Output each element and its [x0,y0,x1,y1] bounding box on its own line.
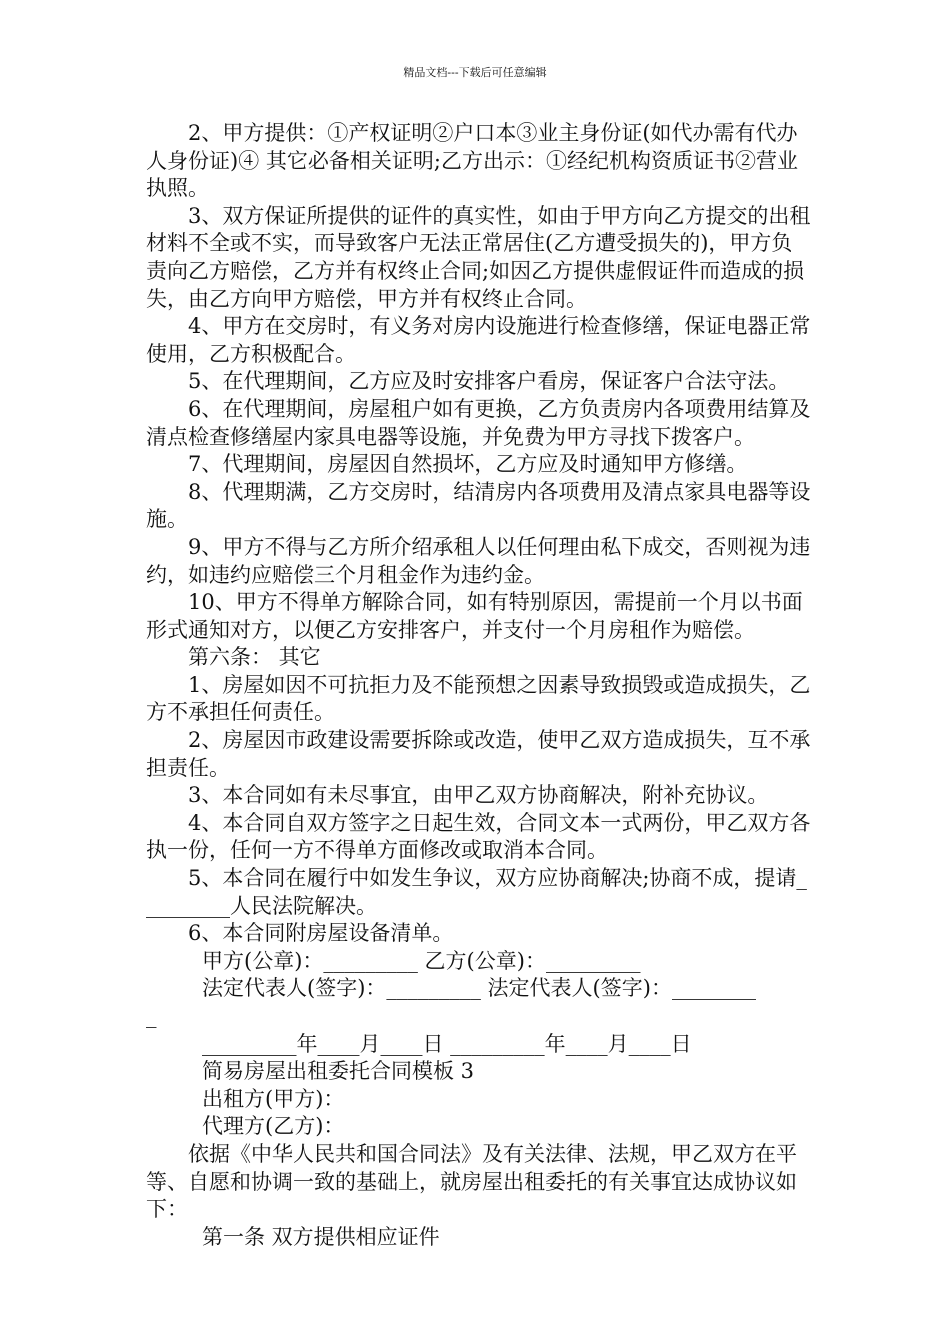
document-body [146,120,812,1251]
next-contract-title: 简易房屋出租委托合同模板 3 [202,1059,475,1084]
article-6-clause-2: 2、房屋因市政建设需要拆除或改造，使甲乙双方造成损失，互不承担责任。 [146,728,811,780]
article-1-heading: 第一条 双方提供相应证件 [202,1224,440,1249]
clause-9: 9、甲方不得与乙方所介绍承租人以任何理由私下成交，否则视为违约，如违约应赔偿三个月租金作为违约金。 [146,534,811,587]
signature-overflow: _ [146,1004,157,1028]
article-6-clause-3: 3、本合同如有未尽事宜，由甲乙双方协商解决，附补充协议。 [188,783,769,808]
clause-7: 7、代理期间，房屋因自然损坏，乙方应及时通知甲方修缮。 [188,452,748,477]
clause-4: 4、甲方在交房时，有义务对房内设施进行检查修缮，保证电器正常使用，乙方积极配合。 [146,314,811,366]
article-6-clause-6: 6、本合同附房屋设备清单。 [188,921,454,946]
page-header: 精品文档---下载后可任意编辑 [403,66,547,79]
clause-3: 3、双方保证所提供的证件的真实性，如由于甲方向乙方提交的出租材料不全或不实，而导致客户无法正常居住(乙方遭受损失的)，甲方负责向乙方赔偿，乙方并有权终止合同;如因乙方提供虚假证件而造成的损失，由乙方向甲方赔偿，甲方并有权终止合同。 [146,203,811,311]
signature-representative-line: 法定代表人(签字)：_________ 法定代表人(签字)：________ [202,976,756,1001]
article-6-clause-4: 4、本合同自双方签字之日起生效，合同文本一式两份，甲乙双方各执一份，任何一方不得单方面修改或取消本合同。 [146,810,811,863]
clause-2: 2、甲方提供：①产权证明②户口本③业主身份证(如代办需有代办人身份证)④ 其它必备相关证明;乙方出示：①经纪机构资质证书②营业执照。 [146,121,798,201]
clause-10: 10、甲方不得单方解除合同，如有特别原因，需提前一个月以书面形式通知对方，以便乙方安排客户，并支付一个月房租作为赔偿。 [146,590,803,642]
lessor-label: 出租方(甲方)： [202,1086,345,1111]
clause-6: 6、在代理期间，房屋租户如有更换，乙方负责房内各项费用结算及清点检查修缮屋内家具电器等设施，并免费为甲方寻找下拨客户。 [146,396,811,449]
article-6-heading: 第六条： 其它 [188,645,321,670]
clause-5: 5、在代理期间，乙方应及时安排客户看房，保证客户合法守法。 [188,369,790,394]
signature-date-line: _________年____月____日 _________年____月____日 [202,1031,692,1056]
contract-preamble: 依据《中华人民共和国合同法》及有关法律、法规，甲乙双方在平等、自愿和协调一致的基础上，就房屋出租委托的有关事宜达成协议如下： [146,1141,797,1222]
signature-seal-line: 甲方(公章)：_________ 乙方(公章)：_________ [202,948,641,973]
clause-8: 8、代理期满，乙方交房时，结清房内各项费用及清点家具电器等设施。 [146,479,811,532]
article-6-clause-5: 5、本合同在履行中如发生争议，双方应协商解决;协商不成，提请_________人民法院解决。 [146,866,807,918]
agent-label: 代理方(乙方)： [202,1114,345,1139]
article-6-clause-1: 1、房屋如因不可抗拒力及不能预想之因素导致损毁或造成损失，乙方不承担任何责任。 [146,672,811,725]
